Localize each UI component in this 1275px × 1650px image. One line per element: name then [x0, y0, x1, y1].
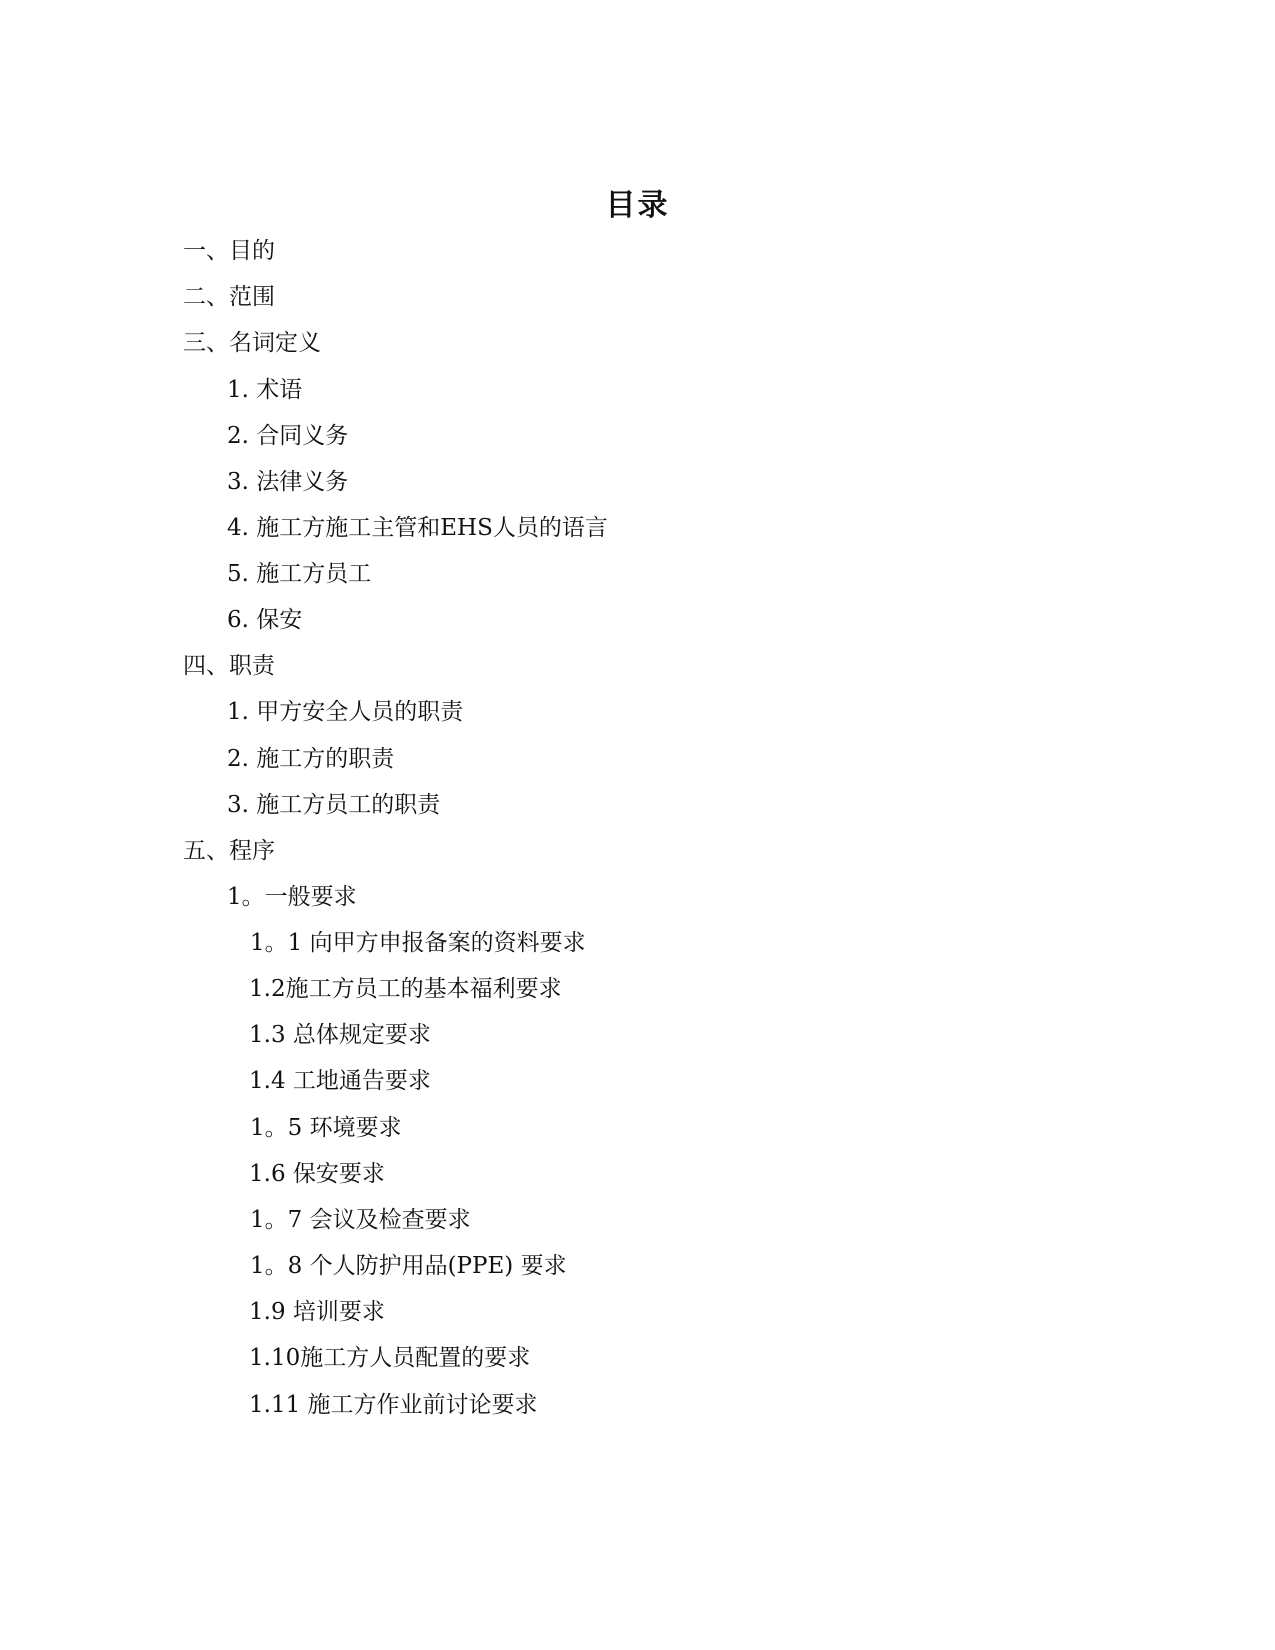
toc-item-contractor-employees: 5. 施工方员工: [227, 561, 372, 587]
toc-item-1-2: 1.2施工方员工的基本福利要求: [249, 976, 562, 1002]
toc-item-employee-duties: 3. 施工方员工的职责: [227, 792, 441, 818]
toc-item-1-11: 1.11 施工方作业前讨论要求: [249, 1392, 538, 1418]
toc-item-contractor-duties: 2. 施工方的职责: [227, 746, 395, 772]
toc-item-purpose: 一、目的: [183, 238, 275, 264]
toc-item-1-3: 1.3 总体规定要求: [249, 1022, 431, 1048]
toc-item-scope: 二、范围: [183, 284, 275, 310]
toc-item-responsibilities: 四、职责: [183, 653, 275, 679]
toc-item-1-5: 1。5 环境要求: [250, 1115, 402, 1141]
toc-item-1-7: 1。7 会议及检查要求: [250, 1207, 471, 1233]
toc-item-1-9: 1.9 培训要求: [249, 1299, 385, 1325]
toc-item-general-requirements: 1。一般要求: [227, 884, 357, 910]
toc-item-1-10: 1.10施工方人员配置的要求: [249, 1345, 531, 1371]
toc-item-definitions: 三、名词定义: [183, 330, 321, 356]
toc-item-language: 4. 施工方施工主管和EHS人员的语言: [227, 515, 608, 541]
toc-item-owner-safety-duties: 1. 甲方安全人员的职责: [227, 699, 464, 725]
toc-item-security: 6. 保安: [227, 607, 303, 633]
toc-item-legal-obligations: 3. 法律义务: [227, 469, 349, 495]
toc-item-terms: 1. 术语: [227, 377, 303, 403]
toc-item-1-6: 1.6 保安要求: [249, 1161, 385, 1187]
page-title: 目录: [605, 188, 670, 223]
toc-item-procedures: 五、程序: [183, 838, 275, 864]
toc-item-1-4: 1.4 工地通告要求: [249, 1068, 431, 1094]
toc-item-1-8: 1。8 个人防护用品(PPE) 要求: [250, 1253, 567, 1279]
toc-item-1-1: 1。1 向甲方申报备案的资料要求: [250, 930, 586, 956]
toc-item-contract-obligations: 2. 合同义务: [227, 423, 349, 449]
